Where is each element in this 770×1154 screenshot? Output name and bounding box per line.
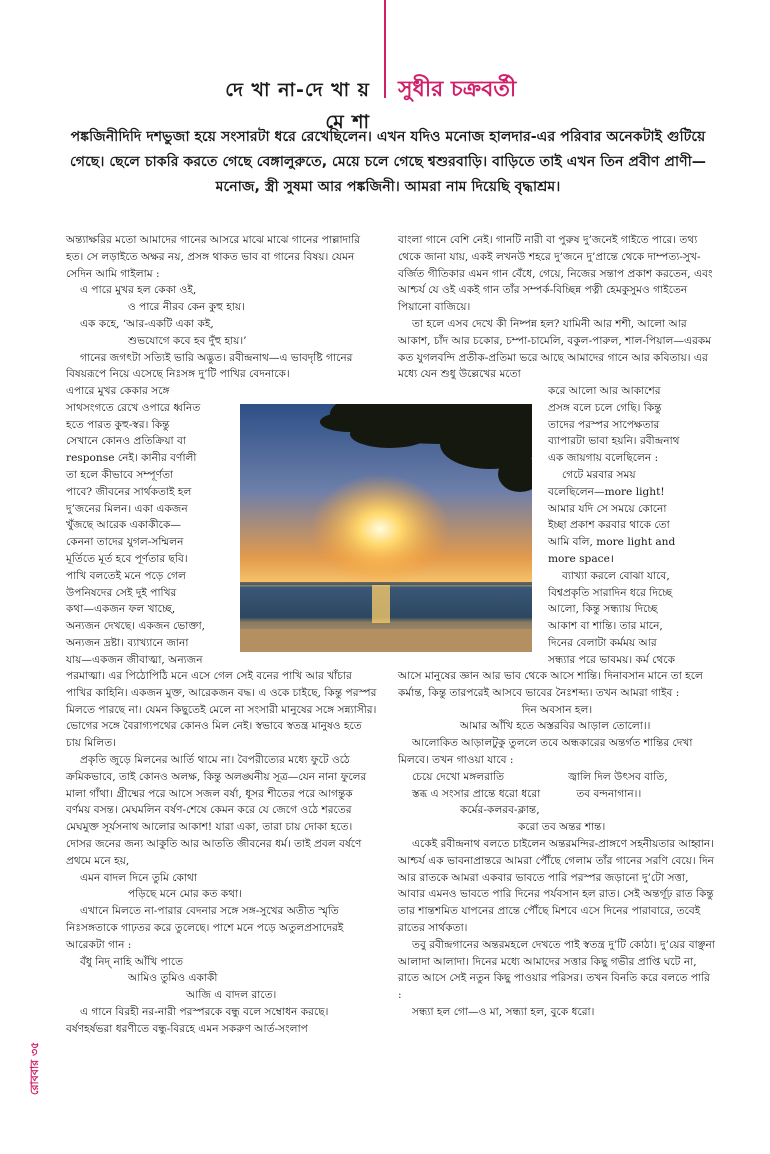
paragraph: আসে মানুষের জ্ঞান আর ভাব থেকে আসে শান্তি। দিনাবসান মানে তা হলে কর্মান্ত, কিন্তু তারপরেই আসবে ভাবের নৈঃশব্দ্য। তখন আমরা গাইব : bbox=[398, 670, 703, 699]
text-line: পাবে? জীবনের সার্থকতাই হল bbox=[66, 485, 192, 498]
sunset-photo bbox=[240, 404, 532, 652]
intro-paragraph: পঙ্কজিনীদিদি দশভুজা হয়ে সংসারটা ধরে রেখেছিলেন। এখন যদিও মনোজ হালদার-এর পরিবার অনেকটাই গুটিয়ে গেছে। ছেলে চাকরি করতে গেছে বেঙ্গালুরুতে, মেয়ে চলে গেছে শ্বশুরবাড়ি। বাড়িতে তাই এখন তিন প্রবীণ প্রাণী—মনোজ, স্ত্রী সুষমা আর পঙ্কজিনী। আমরা নাম দিয়েছি বৃদ্ধাশ্রম। bbox=[70, 129, 706, 195]
text-line: এক জায়গায় বলেছিলেন : bbox=[548, 452, 659, 465]
paragraph: বাংলা গানে বেশি নেই। গানটি নারী বা পুরুষ দু’জনেই গাইতে পারে। তথ্য থেকে জানা যায়, একই লখনউ শহরে দু’জনে দু’প্রান্তে থেকে দাম্পত্য-সুখ-বর্জিত গীতিকার এমন গান বেঁধে, গেয়ে, নিজের সন্তাপ প্রকাশ করতেন, এবং আশ্চর্য যে ওই একই গান তাঁর সম্পর্ক-বিচ্ছিন্ন পত্নী হেমকুসুমও গাইতেন পিয়ানো বাজিয়ে। bbox=[398, 234, 713, 314]
text-line: পাখি বলতেই মনে পড়ে গেল bbox=[66, 569, 186, 582]
text-line: response নেই। কানীর বর্ণালী bbox=[66, 452, 197, 465]
poem-line: আজি এ বাদল রাতে। bbox=[186, 989, 277, 1002]
paragraph: অন্ত্যাক্ষরির মতো আমাদের গানের আসরে মাঝে মাঝে গানের পাল্লাদারি হত। সে লড়াইতে অক্ষর নয়, প্রসঙ্গ থাকত ভাব বা গানের বিষয়। যেমন সেদিন আমি গাইলাম : bbox=[66, 234, 361, 280]
text-line: দু’জনের মিলন। একা একজন bbox=[66, 502, 188, 515]
text-line: গেটে মরবার সময় bbox=[562, 468, 636, 481]
text-line: মূর্তিতে মূর্ত হবে পূর্ণতার ছবি। bbox=[66, 552, 188, 565]
poem-line: আমার আঁখি হতে অস্তরবির আড়াল তোলো।। bbox=[460, 720, 651, 733]
left-column-wrap bbox=[66, 383, 236, 669]
text-line: ইচ্ছা প্রকাশ করবার থাকে তো bbox=[548, 519, 670, 532]
paragraph: একেই রবীন্দ্রনাথ বলতে চাইলেন অন্তরমন্দির-প্রাঙ্গণে সহনীয়তার আহ্বান। আশ্চর্য এক ভাবনাপ্রান্তরে আমরা পৌঁছে গেলাম তাঁর গানের সরণি বেয়ে। দিন আর রাতকে আমরা একবার ভাবতে পারি পরস্পর জড়ানো দু’টো সত্তা, আবার এমনও ভাবতে পারি দিনের পর্যবসান হল রাত। সেই অন্তর্গূঢ় রাত কিন্তু তার শান্তশমিত যাপনের প্রান্তে পৌঁছে মিশবে এসে দিনের পারাবারে, তবেই রাতের সার্থকতা। bbox=[398, 837, 715, 934]
poem-line: ও পারে নীরব কেন কুহু হায়। bbox=[128, 301, 245, 314]
paragraph: গানের জগৎটা সত্যিই ভারি অদ্ভুত। রবীন্দ্রনাথ—এ ভাবদৃষ্টি গানের বিষয়রূপে নিয়ে এসেছে নিঃসঙ্গ দু’টি পাখির বেদনাকে। bbox=[66, 351, 353, 381]
text-line: সেখানে কোনও প্রতিক্রিয়া বা bbox=[66, 435, 186, 448]
text-line: বিশ্বপ্রকৃতি সারাদিন ধরে দিচ্ছে bbox=[548, 586, 673, 599]
right-column-wrap bbox=[548, 383, 718, 669]
text-line: বলেছিলেন—more light! bbox=[548, 485, 665, 498]
text-line: দিনের বেলাটা কর্মময় আর bbox=[548, 636, 657, 649]
paragraph: পরমাত্মা। এর পিঠোপিঠি মনে এসে গেল সেই বনের পাখি আর খাঁচার পাখির কাহিনি। একজন মুক্ত, আরেকজন বদ্ধ। এ ওকে চাইছে, কিন্তু পরস্পর মিলতে পারছে না। যেমন কিছুতেই মেলে না সংসারী মানুষের সঙ্গে সন্ন্যাসীর। ভোগের সঙ্গে বৈরাগ্যপথের কোনও মিল নেই। স্বভাবে স্বতন্ত্র মানুষও হতে চায় মিলিত। bbox=[66, 670, 377, 750]
text-line: এপারে মুখর কেকার সঙ্গে bbox=[66, 385, 170, 397]
text-line: সাথসংগতে রেখে ওপারে ধ্বনিত bbox=[66, 401, 201, 414]
text-line: ব্যাখ্যা করলে বোঝা যাবে, bbox=[562, 569, 670, 582]
paragraph: আলোকিত আড়ালটুকু তুললে তবে অন্ধকারের অন্তর্গত শান্তির দেখা মিলবে। তখন গাওয়া যাবে : bbox=[398, 737, 693, 766]
text-line: যায়—একজন জীবাত্মা, অন্যজন bbox=[66, 653, 203, 666]
paragraph: এ গানে বিরহী নর-নারী পরস্পরকে বন্ধু বলে সম্বোধন করছে। বর্ষণহর্ষভরা ধরণীতে বন্ধু-বিরহে এমন সকরুণ আর্ত-সংলাপ bbox=[66, 1005, 329, 1035]
text-line: হতে পারত কুহু-স্বর। কিন্তু bbox=[66, 418, 170, 431]
text-line: আমি বলি, more light and bbox=[548, 536, 676, 549]
poem-line: শুভযোগে কবে হব দুঁহু হায়।’ bbox=[128, 334, 247, 347]
right-column-bottom bbox=[398, 668, 716, 1021]
poem-line: করো তব অন্তর শান্ত। bbox=[518, 821, 606, 834]
paragraph: তা হলে এসব দেখে কী নিষ্পন্ন হল? যামিনী আর শশী, আলো আর আকাশ, চাঁদ আর চকোর, চম্পা-চামেলি, বকুল-পারুল, শাল-পিয়াল—এরকম কত যুগলবন্দি প্রতীক-প্রতিমা ভরে আছে আমাদের গানে আর কবিতায়। এর মধ্যে যেন শুধু উল্লেখের মতো bbox=[398, 317, 712, 381]
text-line: আমার যদি সে সময়ে কোনো bbox=[548, 502, 667, 515]
text-line: উপনিষদের সেই দুই পাখির bbox=[66, 586, 177, 599]
poem-line: কর্মের-কলরব-ক্লান্ত, bbox=[460, 804, 540, 817]
text-line: তাদের পরস্পর সাপেক্ষতার bbox=[548, 418, 660, 431]
folio-text: রোববার ৩৫ bbox=[28, 1041, 41, 1095]
poem-line: দিন অবসান হল। bbox=[521, 703, 593, 716]
text-line: করে আলো আর আকাশের bbox=[548, 385, 661, 397]
sunset-photo-image bbox=[240, 404, 532, 652]
page-folio bbox=[26, 1003, 42, 1095]
text-line: অন্যজন দ্রষ্টা। ব্যাখ্যানে জানা bbox=[66, 636, 189, 649]
left-column-bottom bbox=[66, 668, 378, 1038]
series-title: দে খা না-দে খা য় মে শা bbox=[225, 79, 370, 133]
poem-line: এমন বাদল দিনে তুমি কোথা bbox=[80, 871, 197, 884]
paragraph: এখানে মিলতে না-পারার বেদনার সঙ্গে সঙ্গ-সুখের অতীত স্মৃতি নিঃসঙ্গতাকে গাঢ়তর করে তুলেছে। পাশে মনে পড়ে অতুলপ্রসাদেরই আরেকটা গান : bbox=[66, 905, 344, 951]
poem-line: এ পারে মুখর হল কেকা ওই, bbox=[80, 284, 197, 297]
text-line: আকাশ বা শান্তি। তার মানে, bbox=[548, 620, 663, 633]
poem-line: চেয়ে দেখো মঙ্গলরাতি জ্বালি দিল উৎসব বাতি, bbox=[412, 770, 668, 783]
poem-line: পড়িছে মনে মোর কত কথা। bbox=[128, 888, 242, 901]
text-line: আলো, কিন্তু সন্ধ্যায় দিচ্ছে bbox=[548, 603, 658, 616]
text-line: more space। bbox=[548, 552, 614, 565]
paragraph: প্রকৃতি জুড়ে মিলনের আর্তি থামে না। বৈপরীত্যের মধ্যে ফুটে ওঠে ক্রমিকভাবে, তাই কোনও অলক্ষ, কিন্তু অলঙ্ঘনীয় সূত্র—যেন নানা ফুলের মালা গাঁথা। গ্রীষ্মের পরে আসে সজল বর্ষা, ধূসর শীতের পরে আগন্তুক বর্ণময় বসন্ত। মেঘমলিন বর্ষণ-শেষে কেমন করে যে জেগে ওঠে শরতের মেঘমুক্ত সূর্যসনাথ আলোর আকাশ! যারা একা, তারা চায় দোকা হতে। দোসর জনের জন্য আকুতি আর আততি জীবনের ধর্ম। তাই প্রবল বর্ষণে প্রথমে মনে হয়, bbox=[66, 753, 367, 867]
text-line: তা হলে কীভাবে সম্পূর্ণতা bbox=[66, 468, 174, 481]
poem-line: সন্ধ্যা হল গো—ও মা, সন্ধ্যা হল, বুকে ধরো। bbox=[412, 1005, 595, 1018]
poem-line: স্তব্ধ এ সংসার প্রান্তে ধরো ধরো তব বন্দনাগান।। bbox=[412, 787, 642, 800]
right-column-top bbox=[398, 232, 716, 383]
left-column-top bbox=[66, 232, 378, 383]
paragraph: তবু রবীন্দ্রগানের অন্তরমহলে দেখতে পাই স্বতন্ত্র দু’টি কোঠা। দু’য়ের বাঞ্ছনা আলাদা আলাদা। দিনের মধ্যে আমাদের সত্তার কিছু গভীর প্রাপ্তি ঘটে না, রাতে আসে সেই নতুন কিছু পাওয়ার পরিসর। তখন বিনতি করে বলতে পারি : bbox=[398, 938, 715, 1002]
text-line: কেননা তাদের যুগল-সম্মিলন bbox=[66, 536, 184, 549]
text-line: ব্যাপারটা ভাবা হয়নি। রবীন্দ্রনাথ bbox=[548, 435, 680, 448]
text-line: কথা—একজন ফল খাচ্ছে, bbox=[66, 603, 176, 616]
author-name: সুধীর চক্রবর্তী bbox=[398, 77, 517, 102]
poem-line: এক কহে, ‘আর-একটি একা কই, bbox=[80, 317, 214, 330]
text-line: সন্ধ্যার পরে ভাবময়। কর্ম থেকে bbox=[548, 653, 675, 666]
text-line: খুঁজছে আরেক একাকীকে— bbox=[66, 519, 181, 532]
poem-line: বঁধু নিদ্ নাহি আঁখি পাতে bbox=[80, 955, 184, 968]
poem-line: আমিও তুমিও একাকী bbox=[128, 972, 218, 985]
text-line: প্রসঙ্গ বলে চলে গেছি। কিন্তু bbox=[548, 401, 662, 414]
text-line: অন্যজন দেখছে। একজন ভোক্তা, bbox=[66, 620, 206, 633]
header-divider bbox=[384, 0, 386, 98]
